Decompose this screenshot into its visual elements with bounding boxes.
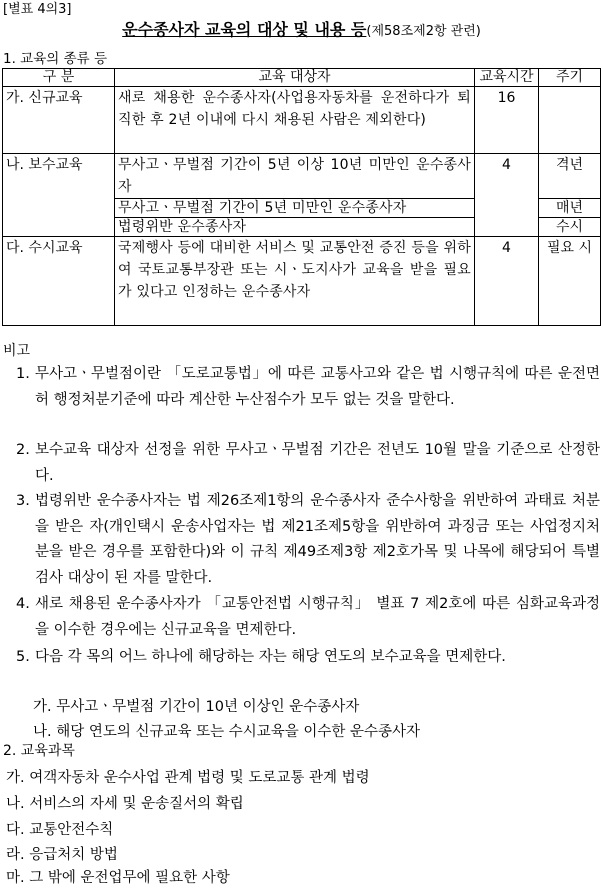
title-sub: (제58조제2항 관련)	[366, 24, 481, 39]
row-category: 다. 수시교육	[3, 237, 115, 326]
row-hours: 16	[475, 87, 539, 154]
remark-number: 4.	[16, 596, 30, 612]
remark-text: 다음 각 목의 어느 하나에 해당하는 자는 해당 연도의 보수교육을 면제한다.	[35, 649, 506, 665]
row-cycle: 필요 시	[539, 237, 601, 326]
header-cycle: 주기	[539, 69, 601, 87]
row-cycle: 매년	[539, 199, 601, 218]
remark-number: 5.	[16, 649, 30, 665]
education-table	[2, 68, 601, 326]
header-category: 구 분	[3, 69, 115, 87]
remarks-label: 비고	[3, 343, 31, 359]
remark-item	[16, 592, 600, 643]
header-target: 교육 대상자	[115, 69, 475, 87]
row-target: 무사고ㆍ무벌점 기간이 5년 이상 10년 미만인 운수종사자	[115, 154, 475, 199]
remark-number: 2.	[16, 442, 30, 458]
remark-text: 새로 채용된 운수종사자가 「교통안전법 시행규칙」 별표 7 제2호에 따른 심화교육과정을 이수한 경우에는 신규교육을 면제한다.	[35, 596, 600, 638]
row-target: 무사고ㆍ무벌점 기간이 5년 미만인 운수종사자	[115, 199, 475, 218]
row-target: 국제행사 등에 대비한 서비스 및 교통안전 증진 등을 위하여 국토교통부장관 또는 시ㆍ도지사가 교육을 받을 필요가 있다고 인정하는 운수종사자	[115, 237, 475, 326]
table-row	[3, 154, 601, 199]
remark-item	[16, 362, 600, 413]
remark-item	[16, 489, 600, 591]
section-2-heading: 2. 교육과목	[3, 743, 75, 759]
remark-text: 법령위반 운수종사자는 법 제26조제1항의 운수종사자 준수사항을 위반하여 과태료 처분을 받은 자(개인택시 운송사업자는 법 제21조제5항을 위반하여 과징금 또는 사업정지처분을 받은 경우를 포함한다)와 이 규칙 제49조제3항 제2호가목 및 나목에 해당되어 특별검사 대상이 된 자를 말한다.	[35, 493, 600, 586]
row-category: 가. 신규교육	[3, 87, 115, 154]
remark-text: 보수교육 대상자 선정을 위한 무사고ㆍ무벌점 기간은 전년도 10월 말을 기준으로 산정한다.	[35, 442, 600, 484]
row-hours: 4	[475, 237, 539, 326]
section-1-heading: 1. 교육의 종류 등	[3, 51, 107, 67]
row-target: 법령위반 운수종사자	[115, 218, 475, 237]
remark-text: 무사고ㆍ무벌점이란 「도로교통법」에 따른 교통사고와 같은 법 시행규칙에 따른 운전면허 행정처분기준에 따라 계산한 누산점수가 모두 없는 것을 말한다.	[35, 366, 600, 408]
remark-subitem: 나. 해당 연도의 신규교육 또는 수시교육을 이수한 운수종사자	[33, 724, 421, 740]
page-title	[0, 20, 603, 42]
annex-header: [별표 4의3]	[3, 2, 72, 17]
row-cycle	[539, 87, 601, 154]
remark-item	[16, 438, 600, 489]
table-row	[3, 87, 601, 154]
title-main: 운수종사자 교육의 대상 및 내용 등	[122, 20, 367, 39]
row-cycle: 수시	[539, 218, 601, 237]
row-category: 나. 보수교육	[3, 154, 115, 237]
row-target: 새로 채용한 운수종사자(사업용자동차를 운전하다가 퇴직한 후 2년 이내에 다시 채용된 사람은 제외한다)	[115, 87, 475, 154]
header-hours: 교육시간	[475, 69, 539, 87]
remark-number: 3.	[16, 493, 30, 509]
course-item: 라. 응급처치 방법	[6, 847, 118, 863]
course-item: 마. 그 밖에 운전업무에 필요한 사항	[6, 870, 230, 886]
remark-subitem: 가. 무사고ㆍ무벌점 기간이 10년 이상인 운수종사자	[33, 699, 360, 715]
row-cycle: 격년	[539, 154, 601, 199]
remark-item	[16, 645, 600, 671]
table-header-row	[3, 69, 601, 87]
row-hours: 4	[475, 154, 539, 237]
course-item: 나. 서비스의 자세 및 운송질서의 확립	[6, 796, 244, 812]
table-row	[3, 237, 601, 326]
course-item: 가. 여객자동차 운수사업 관계 법령 및 도로교통 관계 법령	[6, 770, 370, 786]
course-item: 다. 교통안전수칙	[6, 822, 114, 838]
remark-number: 1.	[16, 366, 30, 382]
